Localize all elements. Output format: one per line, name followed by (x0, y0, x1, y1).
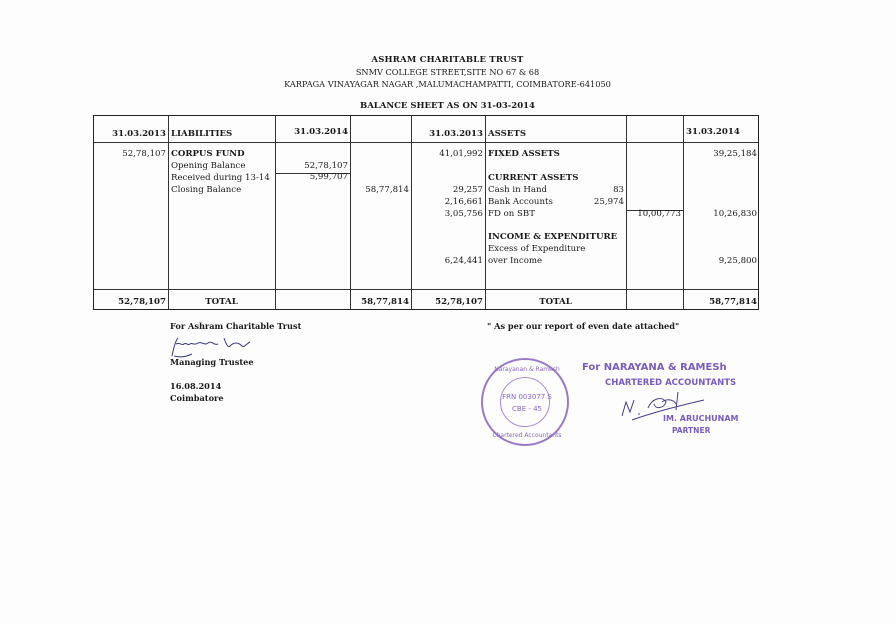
fd-prev: 3,05,756 (444, 209, 483, 219)
divider (168, 116, 169, 309)
stamp-frn: FRN 003077 S (502, 393, 552, 401)
partner-name: IM. ARUCHUNAM (663, 414, 739, 423)
bank-prev: 2,16,661 (444, 197, 483, 207)
stamp-top-text: Narayanan & Ramesh (494, 366, 560, 373)
header-divider (94, 142, 758, 143)
header-liab-prev: 31.03.2013 (112, 129, 166, 139)
divider (275, 116, 276, 309)
stamp-inner-ring (500, 377, 550, 427)
organization-name: ASHRAM CHARITABLE TRUST (371, 55, 524, 65)
opening-label: Opening Balance (171, 161, 246, 171)
total-liab-label: TOTAL (205, 297, 238, 307)
auditor-firm: For NARAYANA & RAMESh (582, 362, 727, 373)
income-expenditure-label: INCOME & EXPENDITURE (488, 232, 618, 242)
bank-value: 25,974 (593, 197, 624, 207)
address-line-1: SNMV COLLEGE STREET,SITE NO 67 & 68 (355, 67, 540, 77)
current-assets-total: 10,26,830 (713, 209, 757, 219)
auditor-type: CHARTERED ACCOUNTANTS (605, 378, 737, 388)
closing-value: 58,77,814 (365, 185, 409, 195)
received-label: Received during 13-14 (171, 173, 270, 183)
total-liab-prev: 52,78,107 (118, 297, 166, 307)
balance-sheet-table (93, 115, 759, 310)
signing-date: 16.08.2014 (170, 381, 222, 391)
fd-label: FD on SBT (488, 209, 535, 219)
for-trust-label: For Ashram Charitable Trust (170, 321, 302, 331)
excess-label-1: Excess of Expenditure (488, 244, 586, 254)
total-divider (94, 289, 758, 290)
header-liabilities: LIABILITIES (171, 129, 233, 139)
corpus-prev: 52,78,107 (122, 149, 166, 159)
excess-prev: 6,24,441 (444, 256, 483, 266)
cash-label: Cash in Hand (488, 185, 548, 195)
header-liab-curr: 31.03.2014 (294, 127, 348, 137)
total-liab-curr: 58,77,814 (361, 297, 409, 307)
divider (350, 116, 351, 309)
signing-place: Coimbatore (170, 393, 224, 403)
managing-trustee-label: Managing Trustee (170, 357, 254, 367)
excess-curr: 9,25,800 (718, 256, 757, 266)
auditor-stamp-icon (481, 358, 569, 446)
corpus-label: CORPUS FUND (171, 149, 245, 159)
opening-value: 52,78,107 (304, 161, 348, 171)
total-asset-curr: 58,77,814 (709, 297, 757, 307)
total-asset-prev: 52,78,107 (435, 297, 483, 307)
divider (485, 116, 486, 309)
fixed-prev: 41,01,992 (439, 149, 483, 159)
fixed-label: FIXED ASSETS (488, 149, 560, 159)
closing-label: Closing Balance (171, 185, 242, 195)
cash-value: 83 (613, 185, 624, 195)
fd-value: 10,00,773 (637, 209, 681, 219)
stamp-bottom-text: Chartered Accountants (492, 432, 562, 439)
bank-label: Bank Accounts (488, 197, 553, 207)
stamp-city: CBE - 45 (512, 405, 542, 413)
fixed-curr: 39,25,184 (713, 149, 757, 159)
address-line-2: KARPAGA VINAYAGAR NAGAR ,MALUMACHAMPATTI, COIMBATORE-641050 (284, 79, 611, 89)
report-note: " As per our report of even date attached" (487, 321, 680, 331)
document-title: BALANCE SHEET AS ON 31-03-2014 (360, 101, 535, 111)
header-asset-prev: 31.03.2013 (429, 129, 483, 139)
excess-label-2: over Income (488, 256, 543, 266)
partner-role: PARTNER (672, 426, 711, 435)
header-assets: ASSETS (488, 129, 527, 139)
total-asset-label: TOTAL (539, 297, 572, 307)
received-value: 5,99,707 (309, 172, 348, 182)
header-asset-curr: 31.03.2014 (686, 127, 740, 137)
current-assets-label: CURRENT ASSETS (488, 173, 579, 183)
cash-prev: 29,257 (452, 185, 483, 195)
